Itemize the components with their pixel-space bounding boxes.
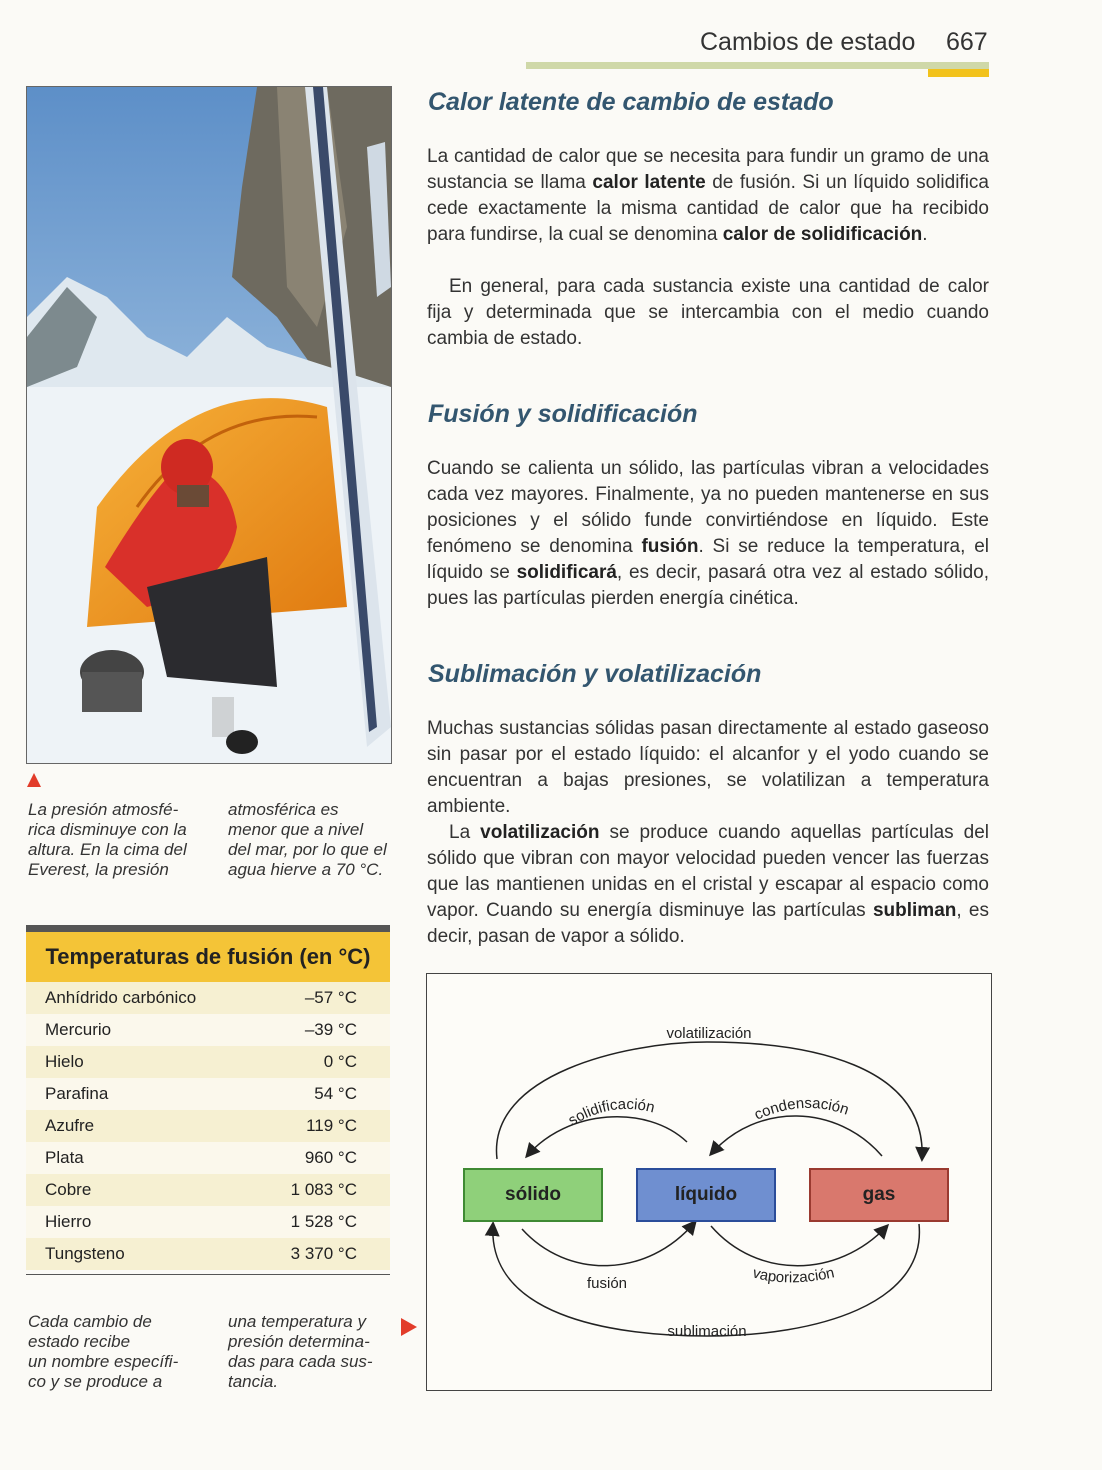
text-run: La <box>449 822 481 843</box>
table-row <box>26 1046 390 1078</box>
table-row <box>26 1078 390 1110</box>
heading-latent-heat: Calor latente de cambio de estado <box>428 88 834 116</box>
paragraph-sublimation-2 <box>427 820 989 950</box>
table-body <box>26 982 390 1270</box>
substance-name: Hierro <box>45 1212 92 1231</box>
table-row <box>26 1174 390 1206</box>
melting-point: 1 528 °C <box>290 1212 357 1231</box>
header-rule <box>526 62 989 69</box>
term-latent-heat: calor latente <box>592 172 706 193</box>
label-volatilization: volatilización <box>666 1025 752 1042</box>
arrow-sublimation <box>493 1224 920 1336</box>
text-run: . Si se reduce la temperatura, el líquido se <box>427 536 989 583</box>
table-row <box>26 1014 390 1046</box>
text-run: se produce cuando aquellas partículas del sólido que vibran con mayor velocidad pueden vencer las fuerzas que las mantienen unidas en el cristal y escapar al espacio como vapor. Cuando su energía disminuye las partículas <box>427 822 989 921</box>
table-row <box>26 1142 390 1174</box>
label-condensation: condensación <box>751 1094 851 1124</box>
term-solidification-heat: calor de solidificación <box>722 224 923 245</box>
photo-caption-left: La presión atmosfé- rica disminuye con la altura. En la cima del Everest, la presión <box>28 800 187 879</box>
state-change-diagram <box>426 973 992 1391</box>
state-box-liquid: líquido <box>636 1168 776 1222</box>
text-run: de fusión. Si un líquido solidifica cede exactamente la misma cantidad de calor que ha recibido para fundirse, la cual se denomina <box>427 172 989 245</box>
arrow-volatilization <box>496 1042 922 1159</box>
state-box-solid: sólido <box>463 1168 603 1222</box>
arrow-fusion <box>522 1222 695 1266</box>
paragraph-latent-1 <box>427 144 989 248</box>
term-fusion: fusión <box>641 536 699 557</box>
table-row <box>26 1238 390 1270</box>
mountain-camp-photo <box>26 86 392 764</box>
melting-point: 960 °C <box>304 1148 357 1167</box>
term-sublimate: subliman <box>872 900 957 921</box>
term-volatilization: volatilización <box>480 822 600 843</box>
table-caption-left: Cada cambio de estado recibe un nombre específi- co y se produce a <box>28 1312 179 1391</box>
label-vaporization: vaporización <box>750 1264 836 1287</box>
melting-point: 3 370 °C <box>290 1244 357 1263</box>
paragraph-fusion <box>427 456 989 612</box>
text-run: , es decir, pasan de vapor a sólido. <box>427 900 989 947</box>
table-row <box>26 1110 390 1142</box>
substance-name: Mercurio <box>45 1020 112 1039</box>
diagram-pointer-icon <box>401 1318 417 1341</box>
caption-triangle-icon <box>27 773 41 792</box>
table-row <box>26 1206 390 1238</box>
substance-name: Azufre <box>45 1116 95 1135</box>
melting-point: 119 °C <box>306 1116 357 1135</box>
paragraph-latent-2: En general, para cada sustancia existe una cantidad de calor fija y determinada que se intercambia con el medio cuando cambia de estado. <box>427 276 989 349</box>
heading-fusion: Fusión y solidificación <box>428 400 698 428</box>
substance-name: Hielo <box>45 1052 84 1071</box>
page-number: 667 <box>946 28 988 56</box>
state-box-gas: gas <box>809 1168 949 1222</box>
melting-point: 54 °C <box>314 1084 357 1103</box>
substance-name: Anhídrido carbónico <box>45 988 197 1007</box>
heading-sublimation: Sublimación y volatilización <box>428 660 762 688</box>
text-run: , es decir, pasará otra vez al estado sólido, pues las partículas pierden energía cinética. <box>427 562 989 609</box>
table-title: Temperaturas de fusión (en °C) <box>26 932 390 982</box>
header-tab <box>928 69 989 77</box>
text-run: La cantidad de calor que se necesita para fundir un gramo de una sustancia se llama <box>427 146 989 193</box>
label-solidification: solidificación <box>565 1095 657 1130</box>
table-top-bar <box>26 925 390 932</box>
text-run: . <box>922 224 928 245</box>
melting-point: 1 083 °C <box>290 1180 357 1199</box>
substance-name: Plata <box>45 1148 84 1167</box>
text-run: Cuando se calienta un sólido, las partículas vibran a velocidades cada vez mayores. Finalmente, ya no pueden mantenerse en sus posiciones y el sólido funde convirtiéndose en líquido. Este fenómeno se denomina <box>427 458 989 557</box>
arrow-vaporization <box>711 1226 887 1266</box>
label-sublimation: sublimación <box>667 1323 747 1340</box>
arrow-solidification <box>527 1117 687 1156</box>
melting-point: –39 °C <box>304 1020 357 1039</box>
substance-name: Cobre <box>45 1180 92 1199</box>
photo-caption-right: atmosférica es menor que a nivel del mar, por lo que el agua hierve a 70 °C. <box>228 800 387 879</box>
table-bottom-rule <box>26 1274 390 1275</box>
melting-point: –57 °C <box>304 988 357 1007</box>
paragraph-sublimation-1: Muchas sustancias sólidas pasan directamente al estado gaseoso sin pasar por el estado líquido: el alcanfor y el yodo cuando se encuentran a bajas presiones, se volatilizan a temperatura ambiente. <box>427 718 989 817</box>
table-row <box>26 982 390 1014</box>
term-solidify: solidificará <box>516 562 617 583</box>
substance-name: Tungsteno <box>45 1244 125 1263</box>
arrow-condensation <box>711 1116 882 1156</box>
running-header-title: Cambios de estado <box>700 28 916 56</box>
table-caption-right: una temperatura y presión determina- das para cada sus- tancia. <box>228 1312 373 1391</box>
substance-name: Parafina <box>45 1084 109 1103</box>
melting-temperatures-table <box>26 925 390 1275</box>
label-fusion: fusión <box>586 1275 628 1292</box>
melting-point: 0 °C <box>323 1052 357 1071</box>
